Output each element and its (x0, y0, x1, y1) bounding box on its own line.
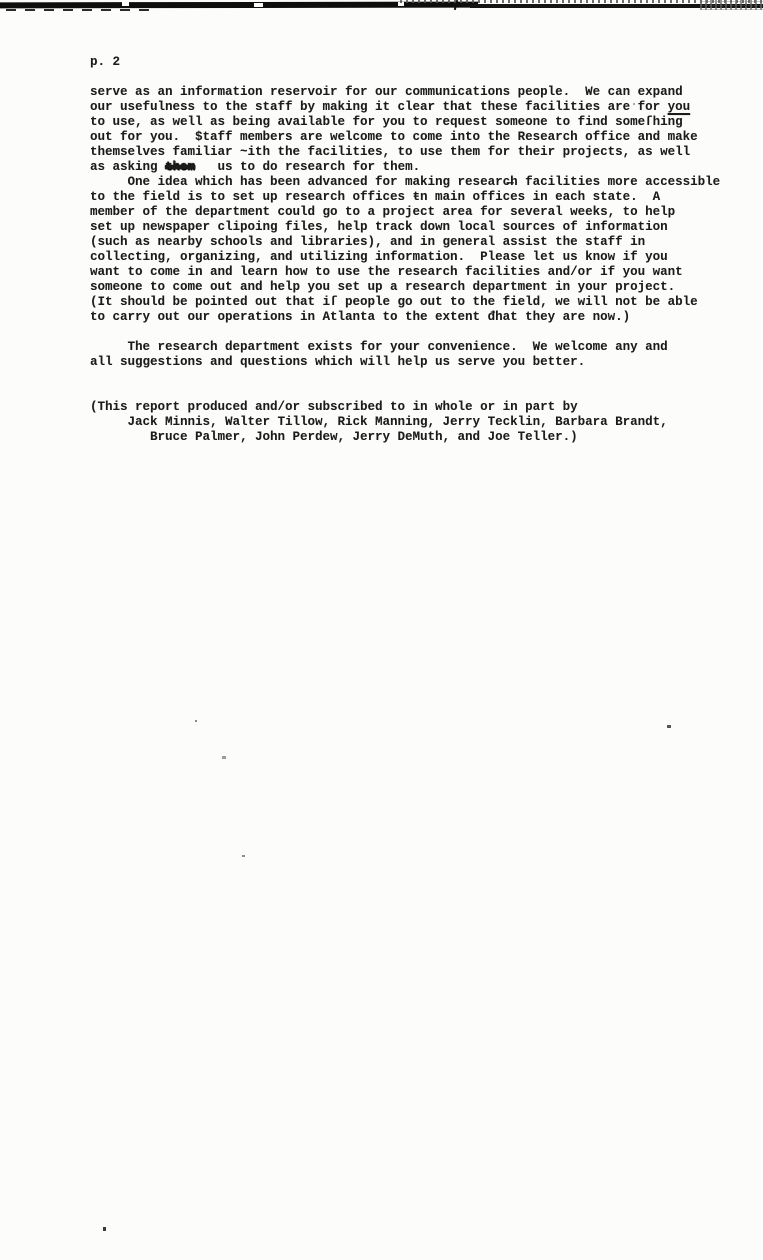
blank-line (90, 70, 720, 85)
scan-edge-gap (254, 3, 263, 7)
scan-speckle (103, 1227, 106, 1231)
body-line (90, 160, 720, 175)
body-text: as asking (90, 160, 166, 174)
body-line: set up newspaper clipoing files, help track down local sources of information (90, 220, 668, 234)
body-line: to carry out our operations in Atlanta to the extent đhat they are now.) (90, 310, 631, 324)
scan-speckle (242, 855, 245, 857)
body-text: our usefulness to the staff by making it clear that these facilities are for (90, 100, 668, 114)
scan-speckle (667, 725, 671, 728)
scan-edge-gap (122, 2, 129, 6)
body-line: The research department exists for your convenience. We welcome any and (90, 340, 668, 354)
scan-speckle-corner (700, 0, 763, 10)
credits-line: (This report produced and/or subscribed to in whole or in part by (90, 400, 578, 414)
body-line: One idea which has been advanced for making researc̶h facilities more accessible (90, 175, 721, 189)
body-line: out for you. $taff members are welcome to come into the Research office and make (90, 130, 698, 144)
underlined-word: you (667, 100, 691, 114)
credits-line: Bruce Palmer, John Perdew, Jerry DeMuth, and Joe Teller.) (90, 430, 578, 444)
scan-speckle (222, 756, 226, 759)
typewritten-text (90, 55, 720, 445)
body-line: (It should be pointed out that iſ people go out to the field, we will not be able (90, 295, 698, 309)
body-line: member of the department could go to a project area for several weeks, to help (90, 205, 676, 219)
body-line: someone to come out and help you set up a research department in your project. (90, 280, 676, 294)
body-line: to the field is to set up research offices ŧn main offices in each state. A (90, 190, 661, 204)
scan-dash-row (6, 9, 156, 11)
page-number: p. 2 (90, 55, 121, 69)
body-line: want to come in and learn how to use the research facilities and/or if you want (90, 265, 683, 279)
body-line: to use, as well as being available for you to request someone to find someſhing (90, 115, 683, 129)
scan-speckle (195, 720, 197, 722)
body-line: all suggestions and questions which will help us serve you better. (90, 355, 586, 369)
body-text: us to do research for them. (195, 160, 421, 174)
struck-word: them (165, 160, 196, 174)
body-line (90, 100, 720, 115)
blank-line (90, 385, 720, 400)
scan-edge-artifact (0, 0, 763, 16)
body-line: serve as an information reservoir for our communications people. We can expand (90, 85, 683, 99)
credits-line: Jack Minnis, Walter Tillow, Rick Manning, Jerry Tecklin, Barbara Brandt, (90, 415, 668, 429)
body-line: (such as nearby schools and libraries), and in general assist the staff in (90, 235, 646, 249)
blank-line (90, 370, 720, 385)
body-line: themselves familiar ~ith the facilities, to use them for their projects, as well (90, 145, 691, 159)
body-line: collecting, organizing, and utilizing information. Please let us know if you (90, 250, 668, 264)
blank-line (90, 325, 720, 340)
